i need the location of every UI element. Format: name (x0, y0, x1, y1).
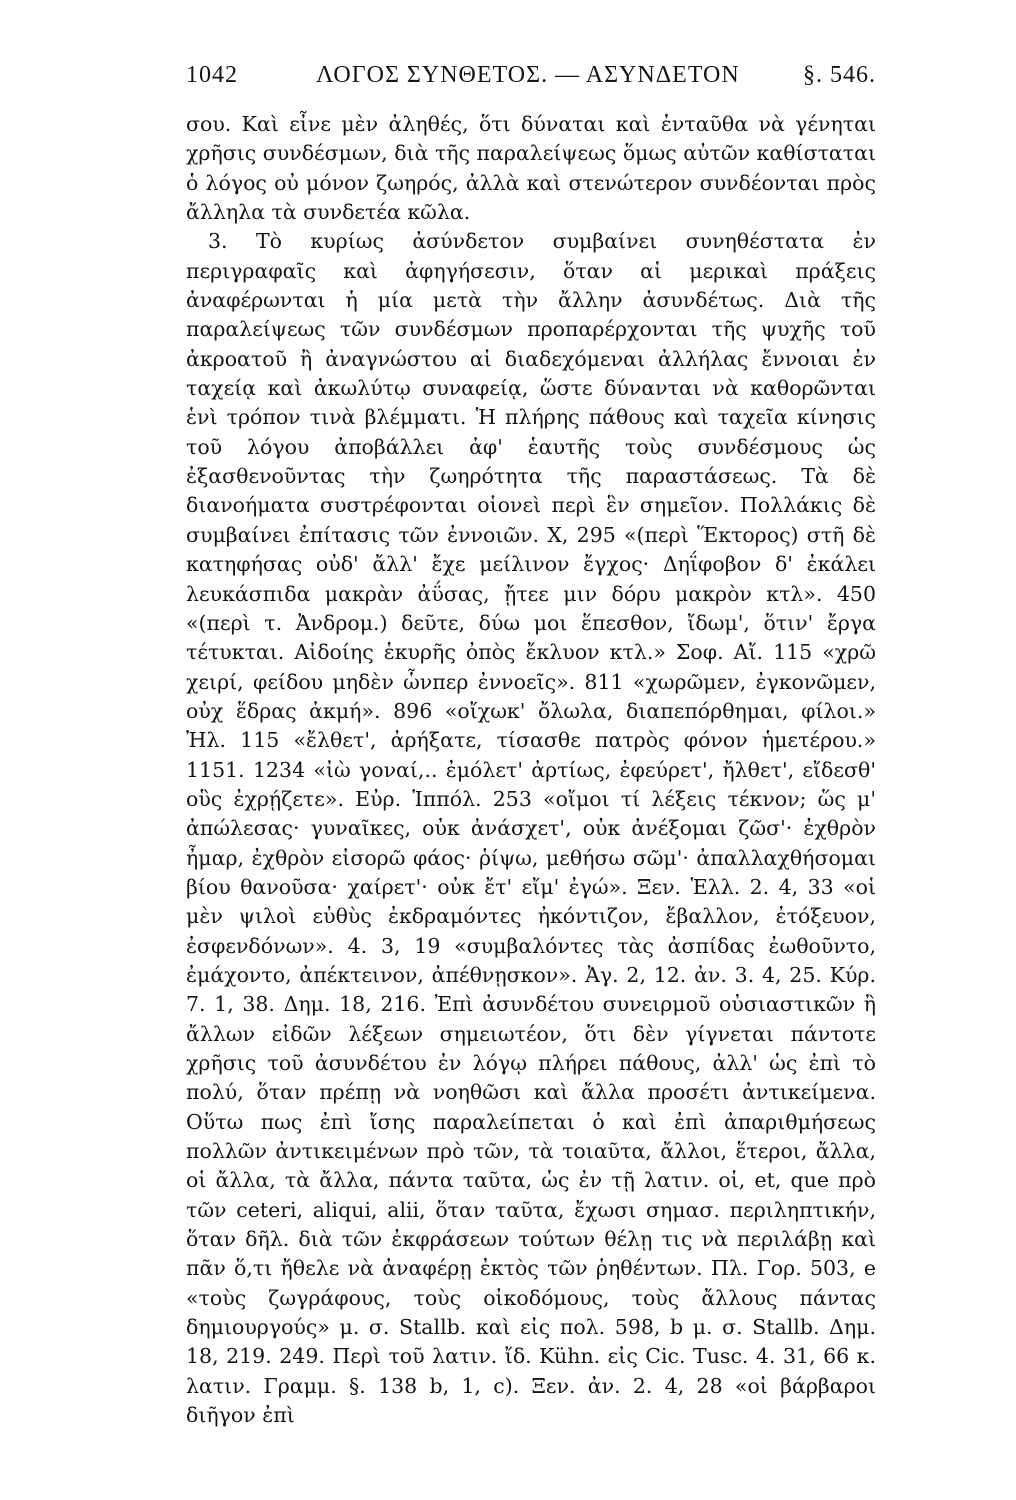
page-number: 1042 (186, 62, 238, 88)
section-mark: §. 546. (803, 62, 876, 88)
body-text (186, 110, 876, 1430)
paragraph-section-3: 3. Τὸ κυρίως ἀσύνδετον συμβαίνει συνηθέστατα ἐν περιγραφαῖς καὶ ἀφηγήσεσιν, ὅταν αἱ μερικαὶ πράξεις ἀναφέρωνται ἡ μία μετὰ τὴν ἄλλην ἀσυνδέτως. Διὰ τῆς παραλείψεως τῶν συνδέσμων προπαρέρχονται τῆς ψυχῆς τοῦ ἀκροατοῦ ἢ ἀναγνώστου αἱ διαδεχόμεναι ἀλλήλας ἔννοιαι ἐν ταχείᾳ καὶ ἀκωλύτῳ συναφείᾳ, ὥστε δύνανται νὰ καθορῶνται ἑνὶ τρόπον τινὰ βλέμματι. Ἡ πλήρης πάθους καὶ ταχεῖα κίνησις τοῦ λόγου ἀποβάλλει ἀφ' ἑαυτῆς τοὺς συνδέσμους ὡς ἐξασθενοῦντας τὴν ζωηρότητα τῆς παραστάσεως. Τὰ δὲ διανοήματα συστρέφονται οἱονεὶ περὶ ἓν σημεῖον. Πολλάκις δὲ συμβαίνει ἐπίτασις τῶν ἐννοιῶν. Χ, 295 «(περὶ Ἕκτορος) στῆ δὲ κατηφήσας οὐδ' ἄλλ' ἔχε μείλινον ἔγχος· Δηΐφοβον δ' ἐκάλει λευκάσπιδα μακρὰν ἀΰσας, ᾔτεε μιν δόρυ μακρὸν κτλ». 450 «(περὶ τ. Ἀνδρομ.) δεῦτε, δύω μοι ἕπεσθον, ἴδωμ', ὅτιν' ἔργα τέτυκται. Αἰδοίης ἑκυρῆς ὀπὸς ἔκλυον κτλ.» Σοφ. Αἴ. 115 «χρῶ χειρί, φείδου μηδὲν ὧνπερ ἐννοεῖς». 811 «χωρῶμεν, ἐγκονῶμεν, οὐχ ἕδρας ἀκμή». 896 «οἴχωκ' ὄλωλα, διαπεπόρθημαι, φίλοι.» Ἠλ. 115 «ἔλθετ', ἀρήξατε, τίσασθε πατρὸς φόνον ἡμετέρου.» 1151. 1234 «ἰὼ γοναί,.. ἐμόλετ' ἀρτίως, ἐφεύρετ', ἤλθετ', εἴδεσθ' οὓς ἐχρῄζετε». Εὐρ. Ἱππόλ. 253 «οἴμοι τί λέξεις τέκνον; ὥς μ' ἀπώλεσας· γυναῖκες, οὐκ ἀνάσχετ', οὐκ ἀνέξομαι ζῶσ'· ἐχθρὸν ἦμαρ, ἐχθρὸν εἰσορῶ φάος· ῥίψω, μεθήσω σῶμ'· ἀπαλλαχθήσομαι βίου θανοῦσα· χαίρετ'· οὐκ ἔτ' εἴμ' ἐγώ». Ξεν. Ἑλλ. 2. 4, 33 «οἱ μὲν ψιλοὶ εὐθὺς ἐκδραμόντες ἠκόντιζον, ἔβαλλον, ἐτόξευον, ἐσφενδόνων». 4. 3, 19 «συμβαλόντες τὰς ἀσπίδας ἐωθοῦντο, ἐμάχοντο, ἀπέκτεινον, ἀπέθνῃσκον». Ἀγ. 2, 12. ἀν. 3. 4, 25. Κύρ. 7. 1, 38. Δημ. 18, 216. Ἐπὶ ἀσυνδέτου συνειρμοῦ οὐσιαστικῶν ἢ ἄλλων εἰδῶν λέξεων σημειωτέον, ὅτι δὲν γίγνεται πάντοτε χρῆσις τοῦ ἀσυνδέτου ἐν λόγῳ πλήρει πάθους, ἀλλ' ὡς ἐπὶ τὸ πολύ, ὅταν πρέπῃ νὰ νοηθῶσι καὶ ἄλλα προσέτι ἀντικείμενα. Οὕτω πως ἐπὶ ἴσης παραλείπεται ὁ καὶ ἐπὶ ἀπαριθμήσεως πολλῶν ἀντικειμένων πρὸ τῶν, τὰ τοιαῦτα, ἄλλοι, ἕτεροι, ἄλλα, οἱ ἄλλα, τὰ ἄλλα, πάντα ταῦτα, ὡς ἐν τῇ λατιν. οἱ, et, que πρὸ τῶν ceteri, aliqui, alii, ὅταν ταῦτα, ἔχωσι σημασ. περιληπτικήν, ὅταν δῆλ. διὰ τῶν ἐκφράσεων τούτων θέλῃ τις νὰ περιλάβῃ καὶ πᾶν ὅ,τι ἤθελε νὰ ἀναφέρῃ ἐκτὸς τῶν ῥηθέντων. Πλ. Γορ. 503, e «τοὺς ζωγράφους, τοὺς οἰκοδόμους, τοὺς ἄλλους πάντας δημιουργούς» μ. σ. Stallb. καὶ εἰς πολ. 598, b μ. σ. Stallb. Δημ. 18, 219. 249. Περὶ τοῦ λατιν. ἴδ. Kühn. εἰς Cic. Tusc. 4. 31, 66 κ. λατιν. Γραμμ. §. 138 b, 1, c). Ξεν. ἀν. 2. 4, 28 «οἱ βάρβαροι διῆγον ἐπὶ (186, 229, 876, 1428)
paragraph-continuation: σου. Καὶ εἶνε μὲν ἀληθές, ὅτι δύναται καὶ ἐνταῦθα νὰ γένηται χρῆσις συνδέσμων, διὰ τῆς παραλείψεως ὅμως αὐτῶν καθίσταται ὁ λόγος οὐ μόνον ζωηρός, ἀλλὰ καὶ στενώτερον συνδέονται πρὸς ἄλληλα τὰ συνδετέα κῶλα. (186, 112, 876, 225)
running-header (186, 62, 876, 96)
running-title: ΛΟΓΟΣ ΣΥΝΘΕΤΟΣ. — ΑΣΥΝΔΕΤΟΝ (316, 62, 740, 88)
